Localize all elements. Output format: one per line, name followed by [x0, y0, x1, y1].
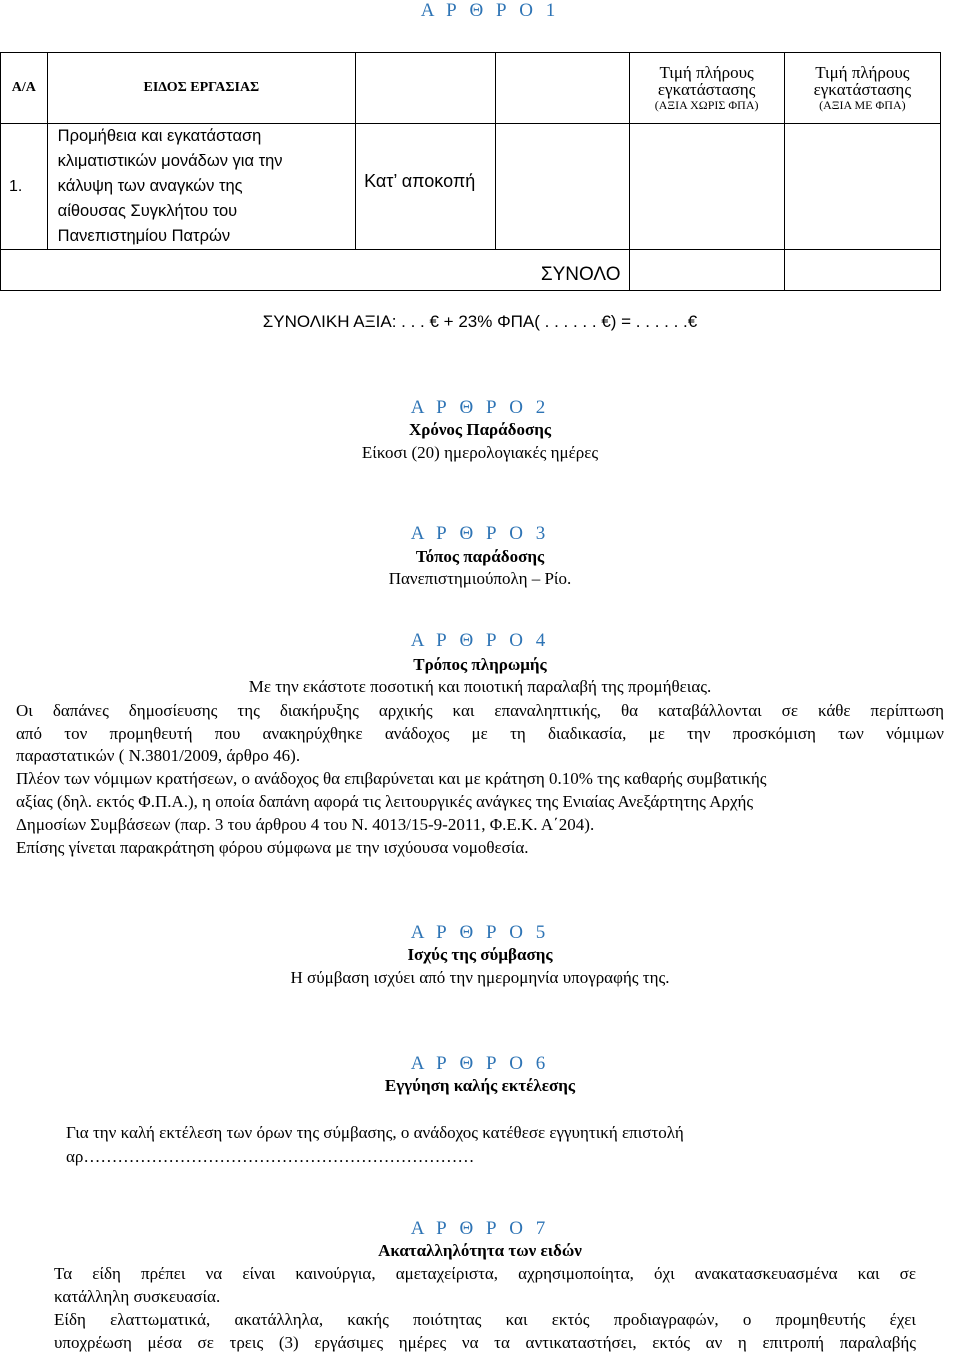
header-price-with-vat — [784, 53, 940, 124]
article-5-text: Η σύμβαση ισχύει από την ημερομηνία υπογραφής της. — [290, 968, 670, 987]
article-4-line-8: Επίσης γίνεται παρακράτηση φόρου σύμφωνα με την ισχύουσα νομοθεσία. — [16, 838, 529, 857]
article-7-line-2: κατάλληλη συσκευασία. — [54, 1287, 221, 1306]
header-work-type: ΕΙΔΟΣ ΕΡΓΑΣΙΑΣ — [47, 53, 355, 124]
article-2-title: Χρόνος Παράδοσης — [408, 420, 552, 439]
article-5-heading: Α Ρ Θ Ρ Ο 5 — [410, 922, 550, 943]
article-4-title: Τρόπος πληρωμής — [413, 655, 547, 674]
article-4-line-7: Δημοσίων Συμβάσεων (παρ. 3 του άρθρου 4 του Ν. 4013/15-9-2011, Φ.Ε.Κ. Α΄204). — [16, 815, 595, 834]
article-7-heading: Α Ρ Θ Ρ Ο 7 — [410, 1218, 550, 1239]
price-with-vat-line3: (ΑΞΙΑ ΜΕ ΦΠΑ) — [819, 98, 906, 112]
desc-line: Πανεπιστημίου Πατρών — [57, 227, 231, 245]
row-description — [47, 124, 355, 250]
article-4-line-1: Με την εκάστοτε ποσοτική και ποιοτική παραλαβή της προμήθειας. — [248, 677, 712, 696]
desc-line: κλιματιστικών μονάδων για την — [57, 152, 283, 170]
article-4-line-5: Πλέον των νόμιμων κρατήσεων, ο ανάδοχος θα επιβαρύνεται και με κράτηση 0.10% της καθαρής συμβατικής — [16, 769, 767, 788]
article-3-text: Πανεπιστημιούπολη – Ρίο. — [388, 569, 572, 588]
table-header-row — [1, 53, 941, 124]
price-no-vat-line3: (ΑΞΙΑ ΧΩΡΙΣ ΦΠΑ) — [654, 98, 759, 112]
pricing-table — [0, 52, 941, 291]
article-7-line-4: υποχρέωση μέσα σε τρεις (3) εργάσιμες ημέρες να τα αντικαταστήσει, εκτός αν η επιτροπή παραλαβής — [54, 1333, 916, 1352]
article-5-title: Ισχύς της σύμβασης — [407, 945, 553, 964]
price-with-vat-line1: Τιμή πλήρους — [815, 63, 910, 82]
article-6-heading: Α Ρ Θ Ρ Ο 6 — [410, 1053, 550, 1074]
desc-line: αίθουσας Συγκλήτου του — [57, 202, 238, 220]
article-4-heading: Α Ρ Θ Ρ Ο 4 — [410, 630, 550, 651]
total-label: ΣΥΝΟΛΟ — [540, 264, 621, 285]
row-price-with-vat — [784, 124, 940, 250]
total-label-cell — [1, 250, 630, 291]
total-with-vat — [784, 250, 940, 291]
article-6-line-2: αρ…………………………………………………………… — [66, 1147, 475, 1166]
row-price-no-vat — [629, 124, 784, 250]
article-2-heading: Α Ρ Θ Ρ Ο 2 — [410, 397, 550, 418]
article-3-title: Τόπος παράδοσης — [415, 547, 545, 566]
article-7-line-3: Είδη ελαττωματικά, ακατάλληλα, κακής ποιότητας και εκτός προδιαγραφών, ο προμηθευτής έχει — [54, 1310, 916, 1329]
header-price-no-vat — [629, 53, 784, 124]
article-3-heading: Α Ρ Θ Ρ Ο 3 — [410, 523, 550, 544]
article-6-line-1: Για την καλή εκτέλεση των όρων της σύμβασης, ο ανάδοχος κατέθεσε εγγυητική επιστολή — [66, 1123, 684, 1142]
row-number: 1. — [1, 124, 48, 250]
article-7-title: Ακαταλληλότητα των ειδών — [378, 1241, 582, 1260]
total-value-line: ΣΥΝΟΛΙΚΗ ΑΞΙΑ: . . . € + 23% ΦΠΑ( . . . . . . €) = . . . . . .€ — [262, 312, 698, 331]
desc-line: Προμήθεια και εγκατάσταση — [57, 127, 262, 145]
table-row — [1, 124, 941, 250]
article-2-text: Είκοσι (20) ημερολογιακές ημέρες — [361, 443, 599, 462]
table-total-row — [1, 250, 941, 291]
total-no-vat — [629, 250, 784, 291]
price-no-vat-line1: Τιμή πλήρους — [659, 63, 754, 82]
article-6-title: Εγγύηση καλής εκτέλεσης — [384, 1076, 576, 1095]
article-4-line-4: παραστατικών ( Ν.3801/2009, άρθρο 46). — [16, 746, 301, 765]
price-with-vat-line2: εγκατάστασης — [813, 80, 912, 99]
desc-line: κάλυψη των αναγκών της — [57, 177, 243, 195]
article-7-line-1: Τα είδη πρέπει να είναι καινούργια, αμεταχείριστα, αχρησιμοποίητα, όχι ανακατασκευασμένα και σε — [54, 1264, 916, 1283]
row-unit: Κατ’ αποκοπή — [356, 124, 496, 250]
header-aa: Α/Α — [1, 53, 48, 124]
header-unit — [356, 53, 496, 124]
article-4-line-6: αξίας (δηλ. εκτός Φ.Π.Α.), η οποία δαπάνη αφορά τις λειτουργικές ανάγκες της Ενιαίας Ανεξάρτητης Αρχής — [16, 792, 754, 811]
header-empty — [496, 53, 629, 124]
price-no-vat-line2: εγκατάστασης — [657, 80, 756, 99]
article-1-heading: Α Ρ Θ Ρ Ο 1 — [420, 0, 560, 21]
article-4-line-3: από τον προμηθευτή που ανακηρύχθηκε ανάδοχος με τη διαδικασία, με την προσκόμιση των νόμιμων — [16, 724, 944, 743]
article-4-line-2: Οι δαπάνες δημοσίευσης της διακήρυξης αρχικής και επαναληπτικής, θα καταβάλλονται σε κάθε περίπτωση — [16, 701, 944, 720]
row-empty — [496, 124, 629, 250]
